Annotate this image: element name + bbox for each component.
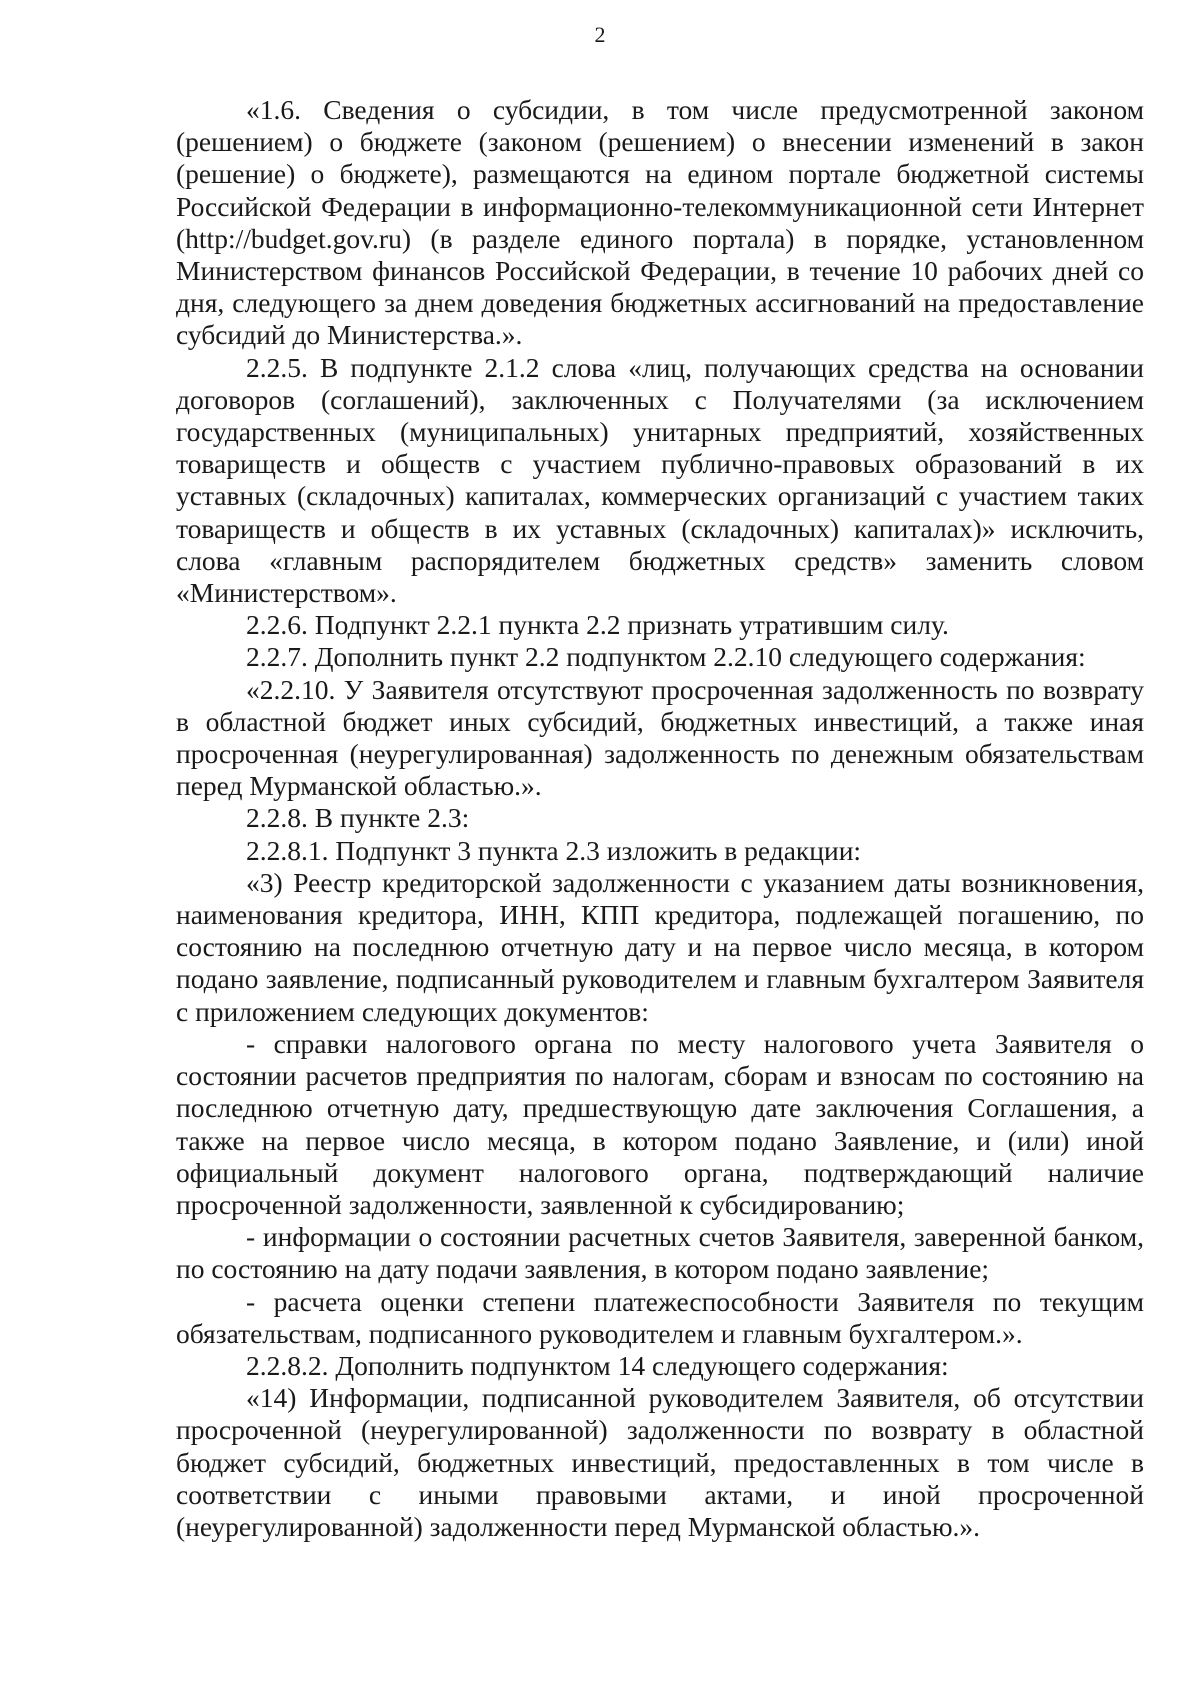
paragraph-1-6-subsidy-info: «1.6. Сведения о субсидии, в том числе предусмотренной законом (решением) о бюджете (законом (решением) о внесении изменений в закон (решение) о бюджете), размещаются на едином портале бюджетной системы Российской Федерации в информационно-телекоммуникационной сети Интернет (http://budget.gov.ru) (в разделе единого портала) в порядке, установленном Министерством финансов Российской Федерации, в течение 10 рабочих дней со дня, следующего за днем доведения бюджетных ассигнований на предоставление субсидий до Министерства.». (176, 94, 1144, 351)
document-body (176, 94, 1144, 1543)
paragraph-2-2-8: 2.2.8. В пункте 2.3: (246, 802, 470, 834)
paragraph-2-2-6: 2.2.6. Подпункт 2.2.1 пункта 2.2 признать утратившим силу. (246, 609, 949, 641)
paragraph-item-3-registry: «3) Реестр кредиторской задолженности с указанием даты возникновения, наименования кредитора, ИНН, КПП кредитора, подлежащей погашению, по состоянию на последнюю отчетную дату и на первое число месяца, в котором подано заявление, подписанный руководителем и главным бухгалтером Заявителя с приложением следующих документов: (176, 866, 1144, 1027)
paragraph-2-2-7: 2.2.7. Дополнить пункт 2.2 подпунктом 2.2.10 следующего содержания: (246, 641, 1086, 673)
paragraph-bank-accounts-info: - информации о состоянии расчетных счетов Заявителя, заверенной банком, по состоянию на дату подачи заявления, в котором подано заявление; (176, 1221, 1144, 1285)
paragraph-2-2-8-2: 2.2.8.2. Дополнить подпунктом 14 следующего содержания: (246, 1349, 949, 1381)
paragraph-item-14-info: «14) Информации, подписанной руководителем Заявителя, об отсутствии просроченной (неурегулированной) задолженности по возврату в областной бюджет субсидий, бюджетных инвестиций, предоставленных в том числе в соответствии с иными правовыми актами, и иной просроченной (неурегулированной) задолженности перед Мурманской областью.». (176, 1382, 1144, 1542)
paragraph-2-2-10-quote: «2.2.10. У Заявителя отсутствуют просроченная задолженность по возврату в областной бюджет иных субсидий, бюджетных инвестиций, а также иная просроченная (неурегулированная) задолженность по денежным обязательствам перед Мурманской областью.». (176, 673, 1144, 802)
paragraph-solvency-calculation: - расчета оценки степени платежеспособности Заявителя по текущим обязательствам, подписанного руководителем и главным бухгалтером.». (176, 1285, 1144, 1349)
page-number: 2 (594, 22, 606, 47)
paragraph-2-2-5: 2.2.5. В подпункте 2.1.2 слова «лиц, получающих средства на основании договоров (соглашений), заключенных с Получателями (за исключением государственных (муниципальных) унитарных предприятий, хозяйственных товариществ и обществ с участием публично-правовых образований в их уставных (складочных) капиталах, коммерческих организаций с участием таких товариществ и обществ в их уставных (складочных) капиталах)» исключить, слова «главным распорядителем бюджетных средств» заменить словом «Министерством». (176, 351, 1144, 609)
paragraph-tax-certificate: - справки налогового органа по месту налогового учета Заявителя о состоянии расчетов предприятия по налогам, сборам и взносам по состоянию на последнюю отчетную дату, предшествующую дате заключения Соглашения, а также на первое число месяца, в котором подано Заявление, и (или) иной официальный документ налогового органа, подтверждающий наличие просроченной задолженности, заявленной к субсидированию; (176, 1027, 1144, 1220)
paragraph-2-2-8-1: 2.2.8.1. Подпункт 3 пункта 2.3 изложить в редакции: (246, 834, 862, 866)
